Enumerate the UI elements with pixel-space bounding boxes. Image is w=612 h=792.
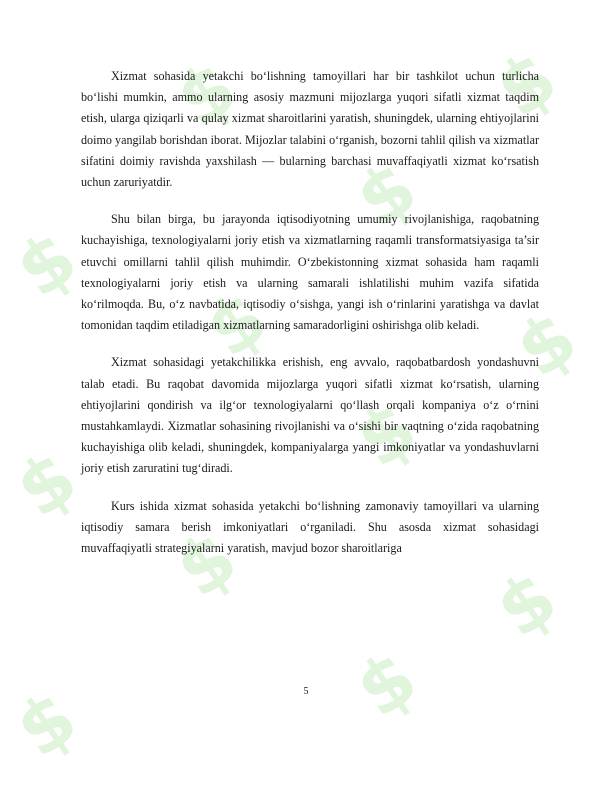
watermark-glyph-icon: $ [190,274,283,375]
paragraph-3: Xizmat sohasidagi yetakchilikka erishish, eng avvalo, raqobatbardosh yondashuvni talab etadi. Bu raqobat davomida mijozlarga yuqori sifatli xizmat ko‘rsatish, ularning ehtiyojlarini qondirish va ilg‘or texnologiyalarni qo‘llash orqali kompaniya o‘z o‘rnini mustahkamlaydi. Xizmatlar sohasining rivojlanishi va o‘sishi bir vaqtning o‘zida raqobatning kuchayishiga olib keladi, shuningdek, kompaniyalarga yangi imkoniyatlar va yondashuvlarni joriy etish zaruratini tug‘diradi. [81,355,539,476]
paragraph-1: Xizmat sohasida yetakchi bo‘lishning tamoyillari har bir tashkilot uchun turlicha bo‘lishi mumkin, ammo ularning asosiy mazmuni mijozlarga yuqori sifatli xizmat taqdim etish, ularga qiziqarli va qulay xizmat sharoitlarini yaratish, shuningdek, ularning ehtiyojlarini doimo yangilab borishdan iborat. Mijozlar talabini o‘rganish, bozorni tahlil qilish va xizmatlar sifatini doimiy ravishda yaxshilash — bularning barchasi muvaffaqiyatli xizmat ko‘rsatish uchun zaruriyatdir. [81,69,539,190]
watermark-glyph-icon: $ [0,674,93,775]
paragraph-4: Kurs ishida xizmat sohasida yetakchi bo‘lishning zamonaviy tamoyillari va ularning iqtisodiy samara berish imkoniyatlari o‘rganiladi. Shu asosda xizmat sohasidagi muvaffaqiyatli strategiyalarni yaratish, mavjud bozor sharoitlariga [81,498,539,556]
watermark-glyph-icon: $ [0,434,93,535]
watermark-glyph-icon: $ [500,294,593,395]
page-number: 5 [303,686,309,697]
watermark-glyph-icon: $ [340,144,433,245]
body-text [81,66,539,575]
watermark-glyph-icon: $ [160,514,253,615]
watermark-glyph-icon: $ [340,634,433,735]
watermark-glyph-icon: $ [0,214,93,315]
watermark-glyph-icon: $ [160,44,253,145]
paragraph-2: Shu bilan birga, bu jarayonda iqtisodiyotning umumiy rivojlanishiga, raqobatning kuchayishiga, texnologiyalarni joriy etish va xizmatlarning raqamli transformatsiyasiga ta’sir etuvchi omillarni tahlil qilish muhimdir. O‘zbekistonning xizmat sohasida ham raqamli texnologiyalarni joriy etish va ularning samarali ishlatilishi muhim vazifa sifatida ko‘rilmoqda. Bu, o‘z navbatida, iqtisodiy o‘sishga, yangi ish o‘rinlarini yaratishga va davlat tomonidan taqdim etiladigan xizmatlarning samaradorligini oshirishga olib keladi. [81,212,539,333]
watermark-glyph-icon: $ [480,554,573,655]
watermark-glyph-icon: $ [480,34,573,135]
watermark-glyph-icon: $ [340,384,433,485]
